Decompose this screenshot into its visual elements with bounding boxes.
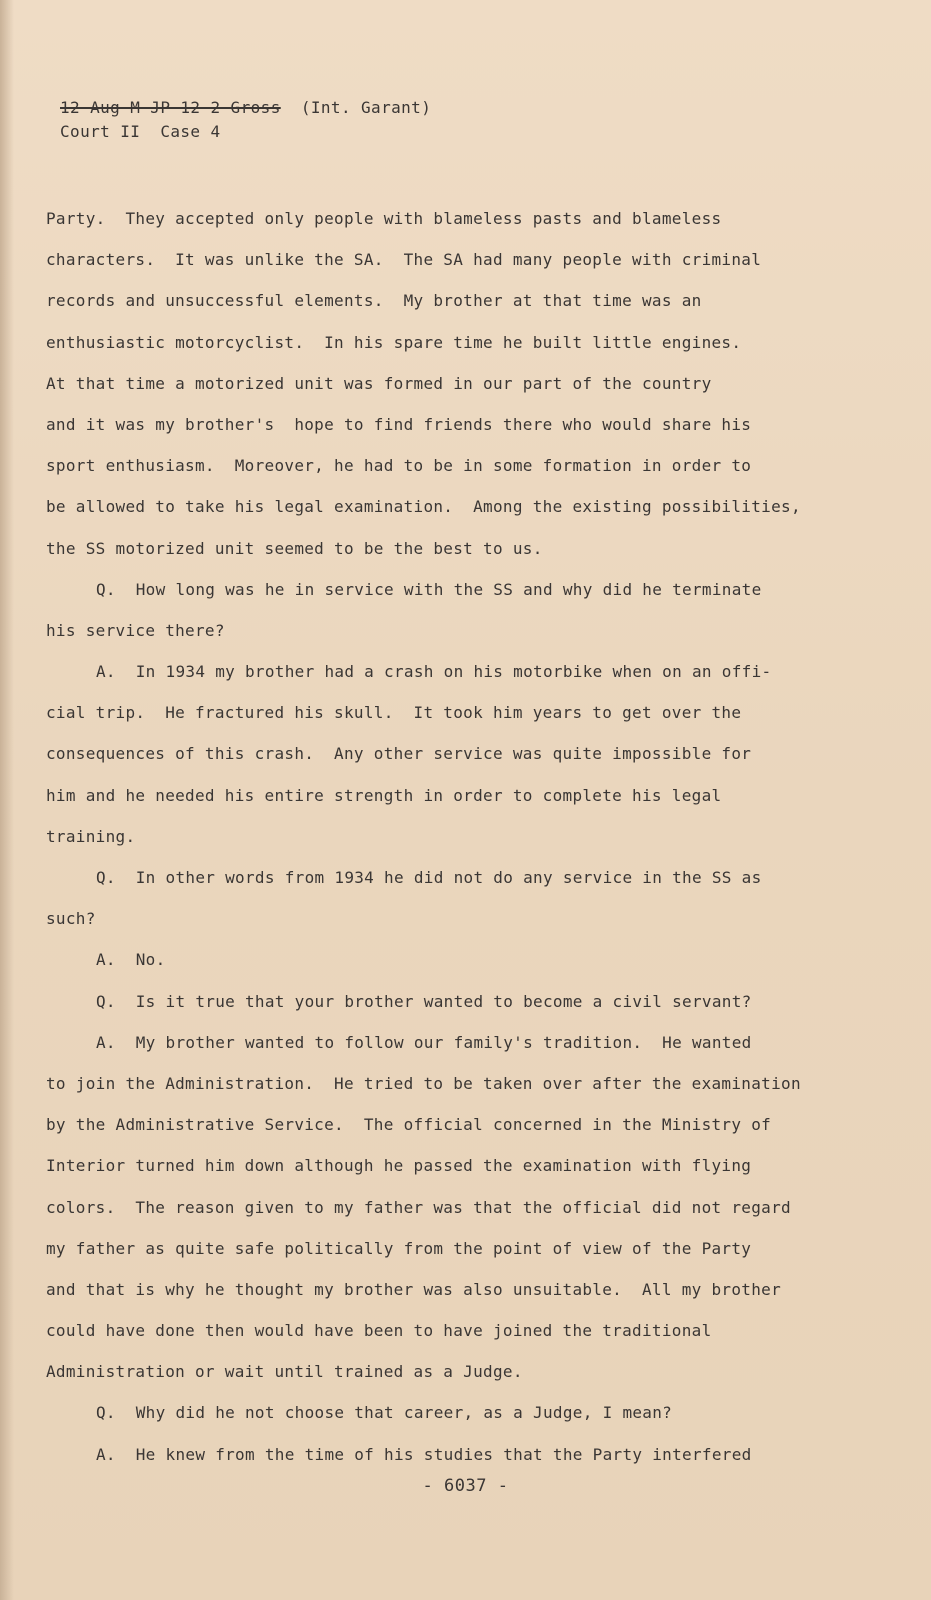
transcript-line: enthusiastic motorcyclist. In his spare time he built little engines. xyxy=(46,332,742,352)
transcript-line: cial trip. He fractured his skull. It took him years to get over the xyxy=(46,703,742,723)
transcript-line: records and unsuccessful elements. My brother at that time was an xyxy=(46,291,702,311)
transcript-line: him and he needed his entire strength in order to complete his legal xyxy=(46,785,722,805)
transcript-line: to join the Administration. He tried to be taken over after the examination xyxy=(46,1073,801,1093)
transcript-line: such? xyxy=(46,909,96,929)
transcript-line: by the Administrative Service. The official concerned in the Ministry of xyxy=(46,1115,772,1135)
transcript-line: At that time a motorized unit was formed in our part of the country xyxy=(46,373,712,393)
transcript-line: Party. They accepted only people with blameless pasts and blameless xyxy=(46,209,722,228)
transcript-line: characters. It was unlike the SA. The SA had many people with criminal xyxy=(46,250,762,270)
transcript-line: Q. Is it true that your brother wanted to become a civil servant? xyxy=(96,991,752,1011)
transcript-line: and that is why he thought my brother was also unsuitable. All my brother xyxy=(46,1279,782,1299)
case-reference: 12 Aug-M-JP-12-2-Gross xyxy=(60,98,281,117)
transcript-line: colors. The reason given to my father was that the official did not regard xyxy=(46,1197,791,1217)
transcript-body xyxy=(46,198,846,1475)
paper-edge-shadow xyxy=(0,0,14,1600)
transcript-line: A. No. xyxy=(96,950,166,970)
transcript-line: Q. Why did he not choose that career, as a Judge, I mean? xyxy=(96,1403,673,1423)
page-number: - 6037 - xyxy=(422,1476,509,1496)
transcript-line: Q. How long was he in service with the SS and why did he terminate xyxy=(96,579,762,599)
transcript-line: training. xyxy=(46,826,136,846)
transcript-line: my father as quite safe politically from the point of view of the Party xyxy=(46,1238,752,1258)
transcript-line: could have done then would have been to have joined the traditional xyxy=(46,1321,712,1341)
transcript-line: consequences of this crash. Any other service was quite impossible for xyxy=(46,744,752,764)
transcript-line: A. My brother wanted to follow our family's tradition. He wanted xyxy=(96,1032,752,1052)
interpreter-note: (Int. Garant) xyxy=(300,98,432,117)
transcript-line: A. In 1934 my brother had a crash on his motorbike when on an offi- xyxy=(96,662,772,682)
transcript-line: his service there? xyxy=(46,620,225,640)
transcript-line: Administration or wait until trained as a Judge. xyxy=(46,1362,523,1382)
transcript-line: Interior turned him down although he passed the examination with flying xyxy=(46,1156,752,1176)
document-header xyxy=(60,96,431,144)
transcript-line: and it was my brother's hope to find friends there who would share his xyxy=(46,414,752,434)
transcript-line: sport enthusiasm. Moreover, he had to be in some formation in order to xyxy=(46,456,752,476)
transcript-line: be allowed to take his legal examination. Among the existing possibilities, xyxy=(46,497,801,517)
transcript-line: A. He knew from the time of his studies that the Party interfered xyxy=(96,1444,752,1464)
transcript-line: the SS motorized unit seemed to be the best to us. xyxy=(46,538,543,558)
court-case-line: Court II Case 4 xyxy=(60,122,221,141)
transcript-line: Q. In other words from 1934 he did not do any service in the SS as xyxy=(96,868,762,887)
